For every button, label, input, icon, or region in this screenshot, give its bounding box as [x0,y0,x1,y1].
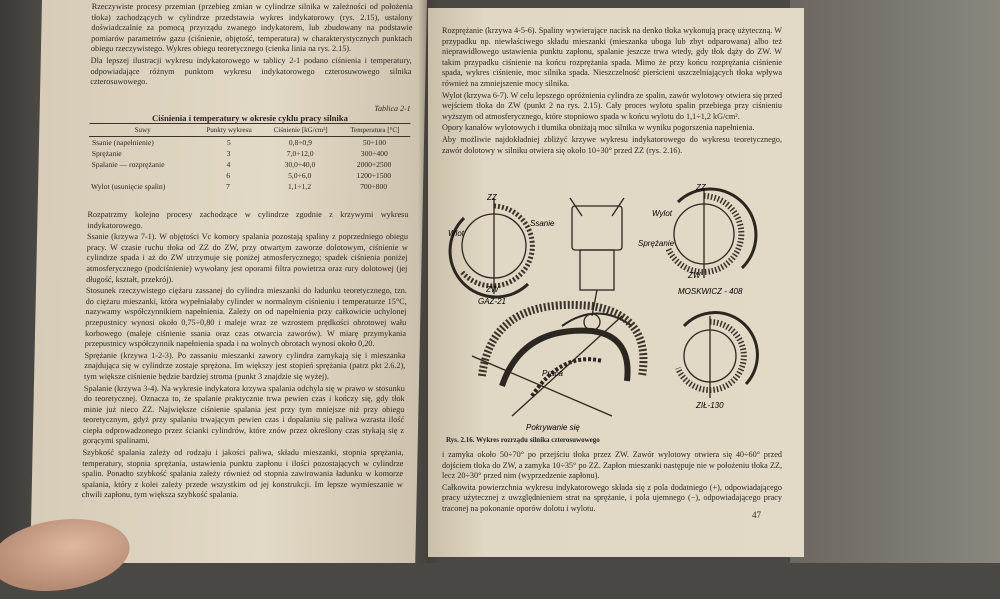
paragraph: Opory kanałów wylotowych i tłumika obniżają moc silnika w wyniku pogorszenia napełnienia. [442,123,755,133]
figure-label: Wlot [448,229,464,238]
table-cell: 7 [225,182,230,191]
table-cell: 6 [226,171,231,180]
table-cell: 30,0÷40,0 [284,160,316,169]
table-cell: 5 [226,138,231,147]
table-cell: 7,0÷12,0 [286,149,314,158]
table-title: Ciśnienia i temperatury w okresie cyklu pracy silnika [152,113,349,123]
paragraph: Stosunek rzeczywistego ciężaru zassanej do cylindra mieszanki do ładunku teoretycznego, tzn. do ciężaru mieszanki, która wypełniałaby cylinder w normalnym ciśnieniu i temperaturze 15°C, nazywamy współczynnikiem napełnienia. Zależy on od napełnienia przy całkowicie uchylonej przepustnicy wynosi około 0,75÷0,80 i maleje wraz ze wzrostem prędkości obrotowej wału korbowego (maleje ciśnienie ssania oraz czas otwarcia zaworów). W miarę przymykania przepustnicy współczynnik napełnienia spada i na wolnych obrotach wynosi około 0,20. [84,286,408,349]
right-page [428,8,804,557]
figure-caption: Rys. 2.16. Wykres rozrządu silnika czterosuwowego [446,436,600,444]
table-header: Temperatura [°C] [339,124,410,137]
left-intro [90,2,413,89]
moskwicz-diagram [668,189,756,278]
table-header: Suwy [89,124,196,137]
table-row [88,159,409,170]
paragraph: Wylot (krzywa 6-7). W celu lepszego opróżnienia cylindra ze spalin, zawór wylotowy otwiera się przed wejściem tłoka do ZW (punkt 2 na rys. 2.15). Cały proces wylotu spalin przebiega przy ciśnieniu wyższym od atmosferycznego, które stopniowo spada w końcu wylotu do 1,1÷1,2 kG/cm². [442,90,782,121]
paragraph: Spalanie (krzywa 3-4). Na wykresie indykatora krzywa spalania odchyla się w prawo w stosunku do teoretycznej. Oznacza to, że spalanie praktycznie trwa pewien czas i kończy się, gdy tłok minie już nieco ZZ. Największe ciśnienie spalania jest przy tym mniejsze niż przy obiegu teoretycznym, gdyż przy spalaniu trwającym pewien czas i dopalaniu się paliwa wzrasta ilość ciepła odprowadzonego przez ścianki cylindrów, które znów przez określony czas stykają się z gorącymi spalinami. [82,383,405,446]
table-row [88,170,409,181]
figure-label: ZW [688,271,701,280]
left-page [30,0,427,563]
paragraph: i zamyka około 50÷70° po przejściu tłoka przez ZW. Zawór wylotowy otwiera się 40÷60° przed dojściem tłoka do ZW, a zamyka 10÷35° po ZZ. Zapłon mieszanki następuje nie w położeniu tłoka ZZ, lecz 20÷30° przed nim (wyprzedzenie zapłonu). [442,450,782,481]
table-cell: 50÷100 [362,138,387,147]
figure-label: Praca [542,369,563,378]
background-right [790,0,1000,563]
table-cell: 5,0÷6,0 [288,171,312,180]
left-body [81,210,408,502]
figure-label: Ssanie [530,219,555,228]
figure-label: ZZ [696,183,706,192]
paragraph: Całkowita powierzchnia wykresu indykatorowego składa się z pola dodatniego (+), odpowiadającego pracy użytecznej z uwzględnieniem strat na sprężanie, i pola ujemnego (−), odpowiadającego pracy traconej na pokonanie oporów dolotu i wylotu. [442,482,782,513]
paragraph: Szybkość spalania zależy od rodzaju i jakości paliwa, składu mieszanki, stopnia sprężania, temperatury, stopnia sprężania, ustawienia punktu zapłonu i ilości pozostających w cylindrze spalin. Ponadto szybkość spalania zależy również od stopnia zawirowania ładunku w komorze spalania, który z kolei zależy przede wszystkim od jej konstrukcji. Im lepsze wymieszanie w chwili zapłonu, tym większa szybkość spalania. [81,448,404,500]
table-cell: Ssanie (napełnienie) [91,138,154,147]
perspective-diagram [472,305,643,416]
right-top-text [442,26,782,157]
gaz21-diagram [450,198,532,297]
page-number: 47 [752,510,761,520]
figure-label: Pokrywanie się [526,423,580,432]
paragraph: Rzeczywiste procesy przemian (przebieg zmian w cylindrze silnika w zależności od położenia tłoka) zachodzących w cylindrze przedstawia wykres indykatorowy (rys. 2.15), ustalony doświadczalnie za pomocą przyrządu zwanego indykatorem, lub zbudowany na podstawie pomiarów parametrów gazu (ciśnienie, objętość, temperatura) w charakterystycznych punktach obiegu rzeczywistego. Wykres obiegu teoretycznego (cienka linia na rys. 2.15). [90,2,413,54]
table-cell: 1,1÷1,2 [287,182,312,191]
data-table [88,123,410,192]
figure-label: ZZ [487,193,497,202]
paragraph: Dla lepszej ilustracji wykresu indykatorowego w tablicy 2-1 podano ciśnienia i temperatury, odpowiadające różnym punktom wykresu indykatorowego czterosuwowego silnika czterosuwowego. [90,55,412,87]
valve-timing-figure [442,176,782,436]
paragraph: Aby możliwie najdokładniej zbliżyć krzywe wykresu indykatorowego do wykresu teoretycznego, zawór dolotowy w silniku otwiera się około 10÷30° przed ZZ (rys. 2.16). [442,134,782,155]
table-cell: 700÷800 [360,182,388,191]
table-row [89,148,410,159]
paragraph: Rozpatrzmy kolejno procesy zachodzące w cylindrze zgodnie z krzywymi wykresu indykatorowego. [87,210,409,230]
table-cell: 1200÷1500 [356,171,392,180]
table-row [89,137,410,149]
table-block [88,104,411,192]
paragraph: Rozprężanie (krzywa 4-5-6). Spaliny wywierające nacisk na denko tłoka wykonują pracę użyteczną. W przypadku np. niewłaściwego składu mieszanki (mieszanka uboga lub zbyt odparowana) albo też nieprawidłowego ustawienia punktu zapłonu, spalanie jeszcze trwa wtedy, gdy tłok dąży do ZW. W takim przypadku ciśnienie na końcu rozprężania spada. Mimo że przy końcu rozprężania ciśnienie spada, wykres ciśnienie, moc silnika spada. Nieszczelność pierścieni uszczelniających tłoka wpływa również na zmniejszenie mocy silnika. [442,26,782,88]
figure-label: MOSKWICZ - 408 [678,287,743,296]
table-row [88,181,409,192]
table-header: Ciśnienie [kG/cm²] [262,124,340,137]
table-cell: Wylot (usunięcie spalin) [90,182,166,191]
table-cell: 3 [226,149,231,158]
table-cell: Sprężanie [91,149,122,158]
figure-label: ZW [486,285,499,294]
table-cell: Spalanie — rozprężanie [91,160,165,169]
table-cell [88,170,195,181]
table-label: Tablica 2-1 [374,104,411,113]
zil-diagram [678,313,757,398]
table-cell: 300÷400 [360,149,388,158]
table-cell: 2000÷2500 [356,160,392,169]
paragraph: Ssanie (krzywa 7-1). W objętości Vc komory spalania pozostają spaliny z poprzedniego obiegu pracy. W czasie ruchu tłoka od ZZ do ZW, przy otwartym zaworze dolotowym, ciśnienie w cylindrze spada i aż do ZW utrzymuje się poniżej atmosferycznego; spadek ciśnienia poniżej atmosferycznego (podciśnienie) wywołany jest oporami filtra powietrza oraz rury dolotowej (jej długość, kształt, przekrój). [86,232,409,284]
figure-label: ZIŁ-130 [696,401,724,410]
figure-label: Sprężanie [638,239,675,248]
figure-label: Wylot [652,209,672,218]
table-cell: 4 [226,160,231,169]
table-header: Punkty wykresu [196,124,262,137]
right-bottom-text [442,450,782,516]
paragraph: Sprężanie (krzywa 1-2-3). Po zassaniu mieszanki zawory cylindra zamykają się i mieszanka znajdująca się w cylindrze zostaje sprężona. Im większy jest stopień sprężania (patrz pkt 2.6.2), tym większe ciśnienie będzie bardziej stroma (punkt 3 znajdzie się wyżej). [84,350,406,381]
figure-label: GAZ-21 [478,297,507,306]
table-cell: 0,8÷0,9 [288,138,313,147]
